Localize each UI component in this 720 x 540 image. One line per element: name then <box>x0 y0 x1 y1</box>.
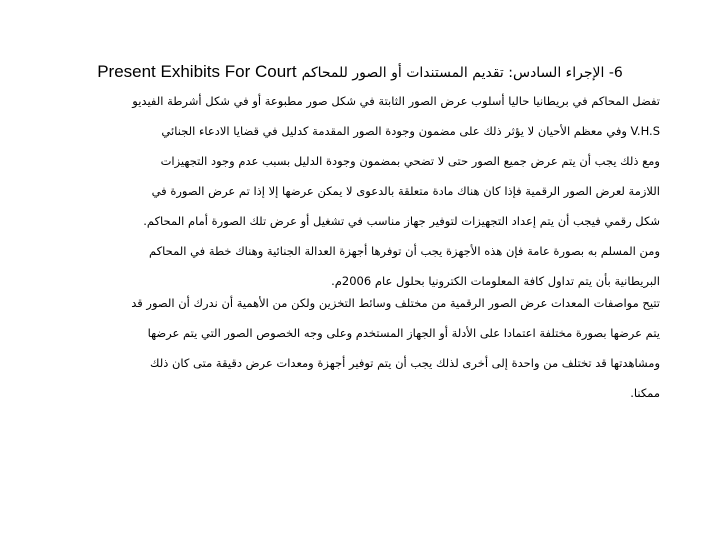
paragraph-exhibits-in-court <box>62 86 660 296</box>
paragraph-line: ومشاهدتها قد تختلف من واحدة إلى أخرى لذلك يجب أن يتم توفير أجهزة ومعدات عرض دقيقة متى كان ذلك <box>150 356 660 370</box>
paragraph-line: V.H.S وفي معظم الأحيان لا يؤثر ذلك على مضمون وجودة الصور المقدمة كدليل في قضايا الادعاء الجنائي <box>161 124 660 138</box>
paragraph-line: شكل رقمي فيجب أن يتم إعداد التجهيزات لتوفير جهاز مناسب في تشغيل أو عرض تلك الصورة أمام المحاكم. <box>143 214 660 228</box>
title-english: Present Exhibits For Court <box>97 62 297 81</box>
paragraph-line: ممكنا. <box>630 386 660 400</box>
paragraph-line: البريطانية بأن يتم تداول كافة المعلومات الكترونيا بحلول عام 2006م. <box>331 274 660 288</box>
paragraph-display-equipment <box>62 288 660 408</box>
paragraph-line: ومع ذلك يجب أن يتم عرض جميع الصور حتى لا تضحي بمضمون وجودة الدليل بسبب عدم وجود التجهيزات <box>160 154 660 168</box>
title-arabic: 6- الإجراء السادس: تقديم المستندات أو الصور للمحاكم <box>301 65 623 81</box>
slide-title <box>0 58 720 87</box>
paragraph-line: تتيح مواصفات المعدات عرض الصور الرقمية من مختلف وسائط التخزين ولكن من الأهمية أن ندرك أن الصور قد <box>131 296 660 310</box>
paragraph-line: اللازمة لعرض الصور الرقمية فإذا كان هناك مادة متعلقة بالدعوى لا يمكن عرضها إلا إذا تم عرض الصورة في <box>151 184 660 198</box>
paragraph-line: تفضل المحاكم في بريطانيا حاليا أسلوب عرض الصور الثابتة في شكل صور مطبوعة أو في شكل أشرطة الفيديو <box>132 94 660 108</box>
paragraph-line: ومن المسلم به بصورة عامة فإن هذه الأجهزة يجب أن توفرها أجهزة العدالة الجنائية وهناك خطة في المحاكم <box>149 244 660 258</box>
paragraph-line: يتم عرضها بصورة مختلفة اعتمادا على الأدلة أو الجهاز المستخدم وعلى وجه الخصوص الصور التي يتم عرضها <box>147 326 660 340</box>
